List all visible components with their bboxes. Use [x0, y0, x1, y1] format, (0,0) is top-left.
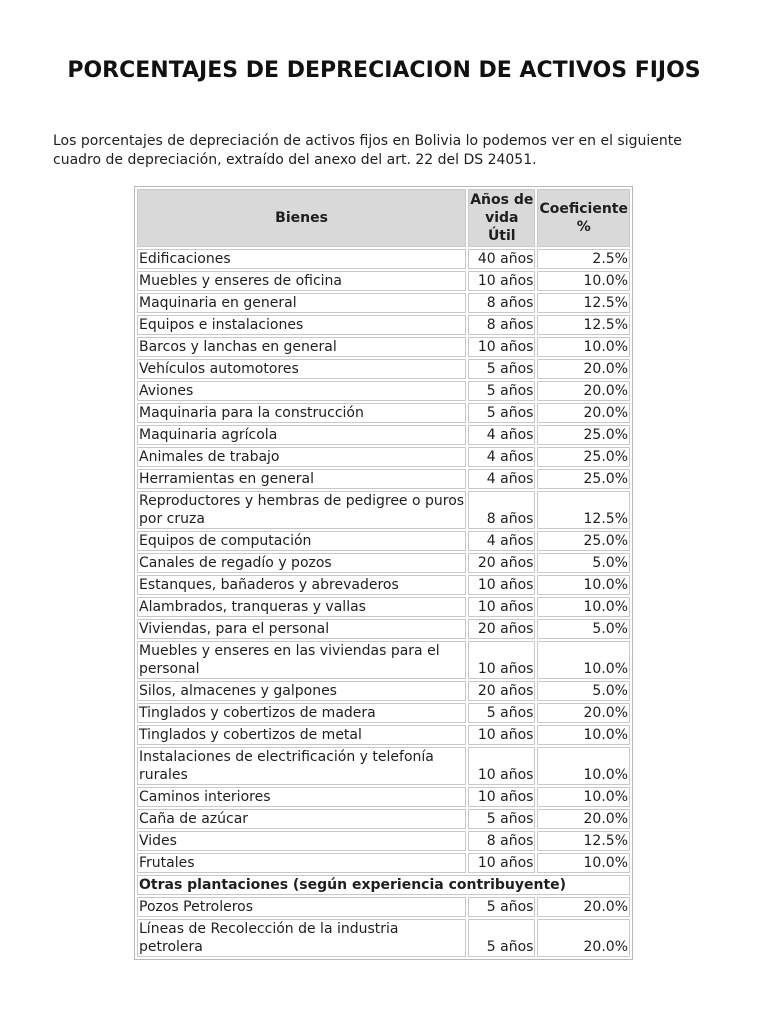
- cell-anos-vida-util: 8 años: [468, 831, 535, 851]
- section-label: Otras plantaciones (según experiencia contribuyente): [137, 875, 630, 895]
- cell-anos-vida-util: 10 años: [468, 787, 535, 807]
- cell-anos-vida-util: 10 años: [468, 597, 535, 617]
- cell-bien: Viviendas, para el personal: [137, 619, 466, 639]
- depreciation-table: [134, 186, 633, 960]
- cell-bien: Frutales: [137, 853, 466, 873]
- cell-anos-vida-util: 40 años: [468, 249, 535, 269]
- cell-anos-vida-util: 10 años: [468, 853, 535, 873]
- section-row: [137, 875, 630, 895]
- cell-anos-vida-util: 4 años: [468, 469, 535, 489]
- cell-anos-vida-util: 8 años: [468, 315, 535, 335]
- cell-bien: Aviones: [137, 381, 466, 401]
- table-row: [137, 447, 630, 467]
- cell-anos-vida-util: 10 años: [468, 725, 535, 745]
- cell-anos-vida-util: 5 años: [468, 403, 535, 423]
- cell-bien: Muebles y enseres de oficina: [137, 271, 466, 291]
- cell-coeficiente: 20.0%: [537, 359, 630, 379]
- table-row: [137, 469, 630, 489]
- cell-anos-vida-util: 5 años: [468, 897, 535, 917]
- cell-bien: Caña de azúcar: [137, 809, 466, 829]
- cell-bien: Vehículos automotores: [137, 359, 466, 379]
- cell-anos-vida-util: 5 años: [468, 359, 535, 379]
- cell-coeficiente: 10.0%: [537, 853, 630, 873]
- table-row: [137, 597, 630, 617]
- cell-bien: Reproductores y hembras de pedigree o puros por cruza: [137, 491, 466, 529]
- cell-coeficiente: 5.0%: [537, 553, 630, 573]
- cell-bien: Animales de trabajo: [137, 447, 466, 467]
- table-row: [137, 919, 630, 957]
- cell-coeficiente: 10.0%: [537, 597, 630, 617]
- cell-bien: Vides: [137, 831, 466, 851]
- table-row: [137, 425, 630, 445]
- table-row: [137, 831, 630, 851]
- cell-bien: Instalaciones de electrificación y telefonía rurales: [137, 747, 466, 785]
- cell-coeficiente: 12.5%: [537, 293, 630, 313]
- table-row: [137, 575, 630, 595]
- cell-coeficiente: 12.5%: [537, 315, 630, 335]
- cell-bien: Equipos e instalaciones: [137, 315, 466, 335]
- table-row: [137, 641, 630, 679]
- cell-anos-vida-util: 10 años: [468, 271, 535, 291]
- intro-paragraph: Los porcentajes de depreciación de activos fijos en Bolivia lo podemos ver en el siguiente cuadro de depreciación, extraído del anexo del art. 22 del DS 24051.: [53, 133, 682, 168]
- table-row: [137, 337, 630, 357]
- cell-bien: Herramientas en general: [137, 469, 466, 489]
- table-row: [137, 809, 630, 829]
- cell-bien: Alambrados, tranqueras y vallas: [137, 597, 466, 617]
- cell-bien: Tinglados y cobertizos de madera: [137, 703, 466, 723]
- cell-anos-vida-util: 5 años: [468, 381, 535, 401]
- header-anos-vida-util: Años de vida Útil: [468, 189, 535, 247]
- cell-bien: Silos, almacenes y galpones: [137, 681, 466, 701]
- cell-bien: Maquinaria para la construcción: [137, 403, 466, 423]
- table-row: [137, 381, 630, 401]
- cell-coeficiente: 20.0%: [537, 919, 630, 957]
- cell-anos-vida-util: 5 años: [468, 809, 535, 829]
- cell-bien: Muebles y enseres en las viviendas para el personal: [137, 641, 466, 679]
- table-row: [137, 725, 630, 745]
- cell-bien: Canales de regadío y pozos: [137, 553, 466, 573]
- cell-bien: Caminos interiores: [137, 787, 466, 807]
- cell-coeficiente: 20.0%: [537, 381, 630, 401]
- cell-coeficiente: 10.0%: [537, 725, 630, 745]
- cell-anos-vida-util: 20 años: [468, 619, 535, 639]
- cell-coeficiente: 10.0%: [537, 747, 630, 785]
- table-row: [137, 271, 630, 291]
- table-row: [137, 897, 630, 917]
- cell-coeficiente: 25.0%: [537, 447, 630, 467]
- cell-coeficiente: 20.0%: [537, 703, 630, 723]
- cell-coeficiente: 10.0%: [537, 337, 630, 357]
- cell-anos-vida-util: 5 años: [468, 919, 535, 957]
- table-row: [137, 359, 630, 379]
- cell-bien: Maquinaria agrícola: [137, 425, 466, 445]
- table-row: [137, 747, 630, 785]
- cell-coeficiente: 5.0%: [537, 681, 630, 701]
- cell-bien: Tinglados y cobertizos de metal: [137, 725, 466, 745]
- cell-anos-vida-util: 10 años: [468, 337, 535, 357]
- table-row: [137, 249, 630, 269]
- cell-bien: Pozos Petroleros: [137, 897, 466, 917]
- table-row: [137, 315, 630, 335]
- cell-coeficiente: 25.0%: [537, 425, 630, 445]
- cell-coeficiente: 20.0%: [537, 897, 630, 917]
- cell-coeficiente: 10.0%: [537, 787, 630, 807]
- cell-coeficiente: 10.0%: [537, 641, 630, 679]
- header-coeficiente: Coeficiente %: [537, 189, 630, 247]
- header-bienes: Bienes: [137, 189, 466, 247]
- cell-bien: Líneas de Recolección de la industria petrolera: [137, 919, 466, 957]
- cell-coeficiente: 20.0%: [537, 809, 630, 829]
- cell-bien: Estanques, bañaderos y abrevaderos: [137, 575, 466, 595]
- table-row: [137, 681, 630, 701]
- cell-anos-vida-util: 20 años: [468, 681, 535, 701]
- cell-anos-vida-util: 10 años: [468, 575, 535, 595]
- table-row: [137, 703, 630, 723]
- table-row: [137, 293, 630, 313]
- cell-coeficiente: 25.0%: [537, 469, 630, 489]
- cell-coeficiente: 2.5%: [537, 249, 630, 269]
- cell-anos-vida-util: 5 años: [468, 703, 535, 723]
- table-row: [137, 531, 630, 551]
- table-body: [137, 249, 630, 957]
- header-row: [137, 189, 630, 247]
- page-title: PORCENTAJES DE DEPRECIACION DE ACTIVOS FIJOS: [67, 58, 701, 83]
- cell-anos-vida-util: 4 años: [468, 425, 535, 445]
- cell-coeficiente: 12.5%: [537, 831, 630, 851]
- cell-coeficiente: 12.5%: [537, 491, 630, 529]
- cell-coeficiente: 10.0%: [537, 575, 630, 595]
- cell-anos-vida-util: 10 años: [468, 747, 535, 785]
- cell-coeficiente: 10.0%: [537, 271, 630, 291]
- cell-bien: Edificaciones: [137, 249, 466, 269]
- cell-coeficiente: 5.0%: [537, 619, 630, 639]
- cell-coeficiente: 20.0%: [537, 403, 630, 423]
- cell-bien: Equipos de computación: [137, 531, 466, 551]
- cell-bien: Barcos y lanchas en general: [137, 337, 466, 357]
- table-row: [137, 787, 630, 807]
- cell-anos-vida-util: 4 años: [468, 531, 535, 551]
- cell-anos-vida-util: 20 años: [468, 553, 535, 573]
- cell-anos-vida-util: 8 años: [468, 293, 535, 313]
- table-row: [137, 553, 630, 573]
- cell-anos-vida-util: 10 años: [468, 641, 535, 679]
- table-row: [137, 619, 630, 639]
- cell-anos-vida-util: 8 años: [468, 491, 535, 529]
- cell-anos-vida-util: 4 años: [468, 447, 535, 467]
- table-row: [137, 853, 630, 873]
- table-row: [137, 403, 630, 423]
- table-row: [137, 491, 630, 529]
- cell-bien: Maquinaria en general: [137, 293, 466, 313]
- table-header: [137, 189, 630, 247]
- cell-coeficiente: 25.0%: [537, 531, 630, 551]
